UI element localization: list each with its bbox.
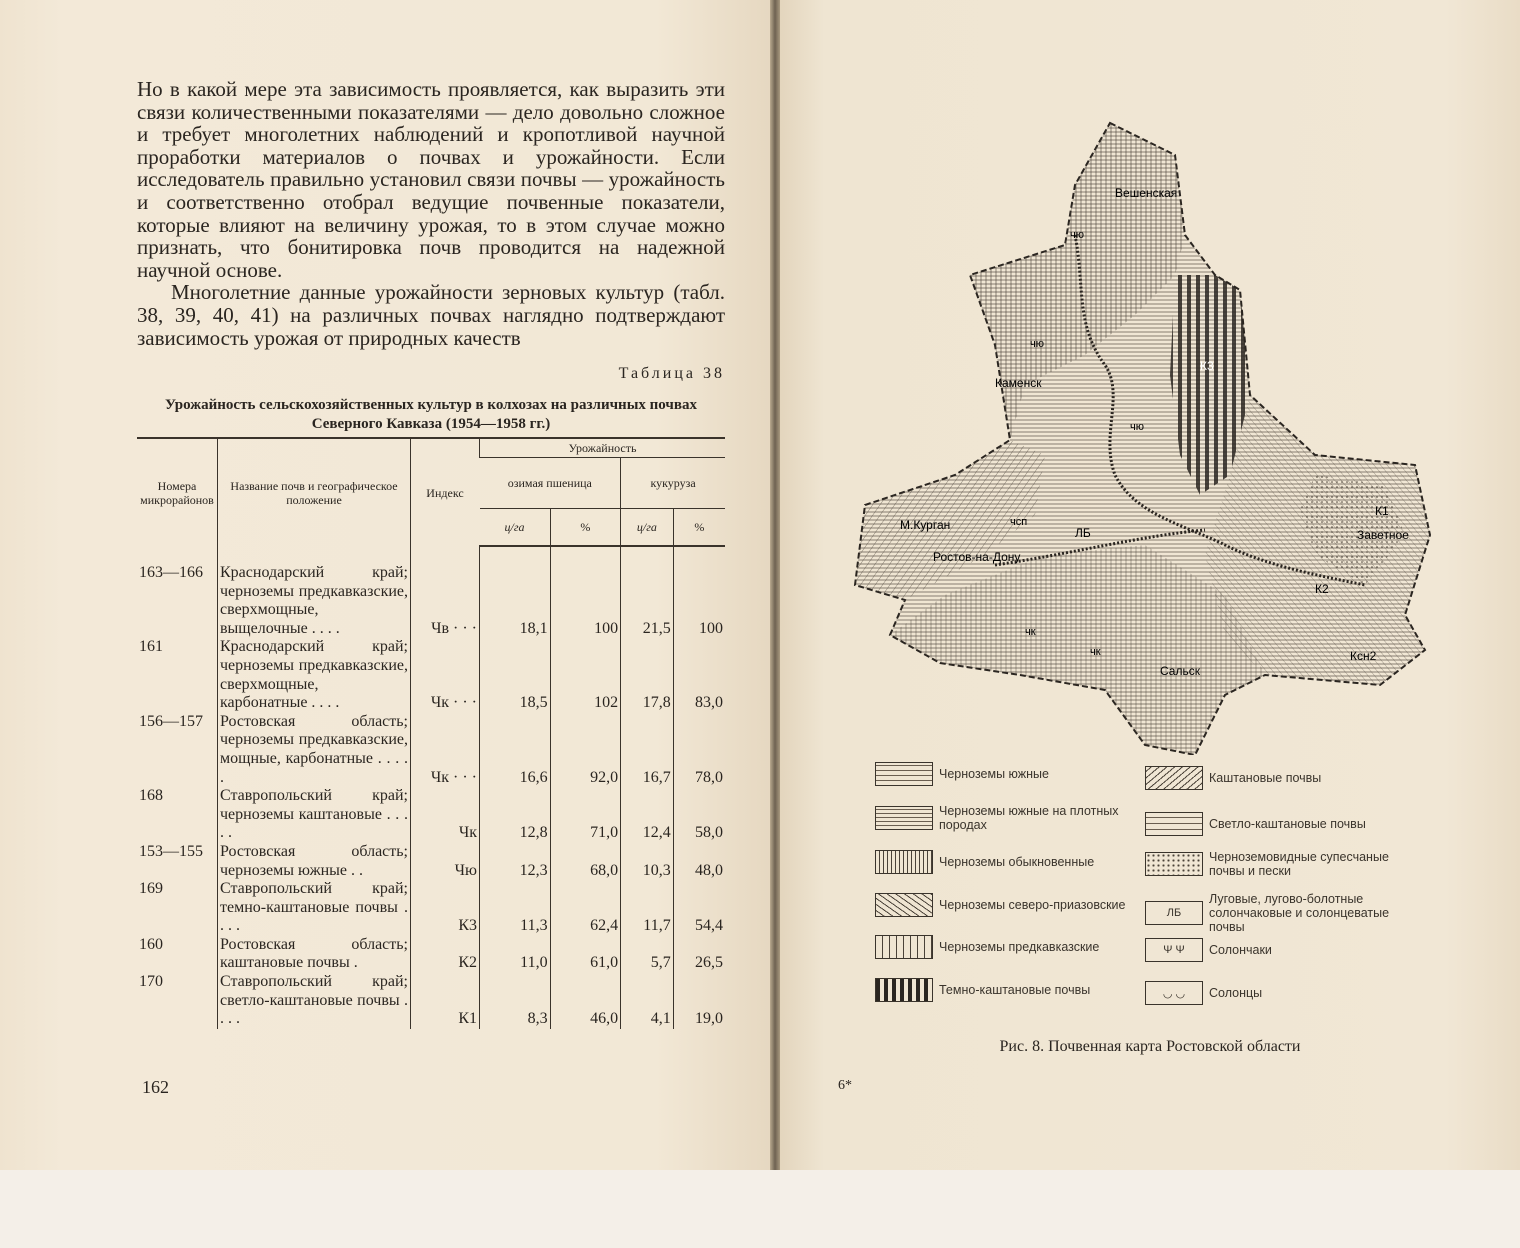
cell-corn-pct: 26,5 [673,936,725,973]
legend-swatch [875,893,933,917]
cell-soil-name: Краснодарский край; черноземы предкавказские, сверхмощные, выщелочные . . . . [218,546,411,638]
table-row [137,638,725,712]
header-index: Индекс [411,438,480,546]
cell-corn-pct: 48,0 [673,843,725,880]
cell-soil-name: Ставропольский край; светло-каштановые почвы . . . . [218,973,411,1029]
header-corn-cga: ц/га [621,509,674,547]
cell-index: Чк [411,787,480,843]
label-chsp: чсп [1010,516,1028,528]
page-number-left: 162 [142,1077,169,1097]
cell-wheat-pct: 102 [550,638,621,712]
legend-label: Черноземы предкавказские [939,940,1100,954]
header-districts: Номера микрорайонов [137,438,218,546]
legend-item [875,935,1099,959]
cell-soil-name: Ставропольский край; черноземы каштановые . . . . . [218,787,411,843]
cell-corn-cga: 17,8 [621,638,674,712]
table-row [137,713,725,787]
legend-swatch [1145,812,1203,836]
legend-swatch [875,806,933,830]
label-k1: К1 [1375,504,1389,518]
cell-wheat-pct: 92,0 [550,713,621,787]
label-k2: К2 [1315,582,1329,596]
label-chyu-1: чю [1070,229,1084,241]
legend-label: Светло-каштановые почвы [1209,817,1366,831]
cell-district: 169 [139,880,163,898]
legend-swatch [875,762,933,786]
legend-item [875,893,1125,917]
cell-wheat-cga: 11,0 [480,936,551,973]
cell-index: Чк · · · [411,713,480,787]
legend-item [875,804,1125,832]
header-wheat-cga: ц/га [480,509,551,547]
header-wheat-pct: % [550,509,621,547]
label-chk-1: чк [1025,626,1036,638]
cell-district: 156—157 [139,712,203,730]
cell-soil-name: Ставропольский край; темно-каштановые почвы . . . . [218,880,411,936]
book-spine [770,0,780,1248]
legend-label: Черноземы обыкновенные [939,855,1095,869]
table-row [137,936,725,973]
legend-swatch [875,935,933,959]
paragraph-1: Но в какой мере эта зависимость проявляется, как выразить эти связи количественными показателями — дело довольно сложное и требует многолетних наблюдений и кропотливой научной проработки материалов о почвах и урожайности. Если исследователь правильно установил связи почвы — урожайность и соответственно отобрал ведущие почвенные показатели, которые влияют на величину урожая, то в этом случае можно признать, что бонитировка почв проводится на надежной научной основе. [137,77,725,282]
cell-corn-cga: 11,7 [621,880,674,936]
table-row [137,787,725,843]
cell-wheat-cga: 11,3 [480,880,551,936]
label-veshenskaya: Вешенская [1115,186,1178,200]
cell-index: К1 [411,973,480,1029]
cell-district: 153—155 [139,842,203,860]
cell-index: Чв · · · [411,546,480,638]
legend-label: Черноземы южные на плотных породах [939,804,1119,832]
cell-wheat-cga: 18,5 [480,638,551,712]
legend-label: Темно-каштановые почвы [939,983,1091,997]
cell-corn-cga: 16,7 [621,713,674,787]
cell-corn-cga: 4,1 [621,973,674,1029]
cell-soil-name: Ростовская область; черноземы предкавказские, мощные, карбонатные . . . . . [218,713,411,787]
cell-wheat-pct: 46,0 [550,973,621,1029]
body-text [137,78,725,349]
legend-label: Солончаки [1209,943,1272,957]
cell-district: 161 [139,638,163,656]
header-soil-name: Название почв и географическое положение [218,438,411,546]
cell-district: 163—166 [139,564,203,581]
legend-item [1145,766,1321,790]
cell-corn-pct: 54,4 [673,880,725,936]
cell-wheat-pct: 71,0 [550,787,621,843]
legend-item [1145,892,1425,934]
table-row [137,880,725,936]
header-corn: кукуруза [621,458,725,509]
legend-item [1145,938,1272,962]
legend-label: Черноземы южные [939,767,1049,781]
label-k3: К3 [1200,359,1214,373]
label-k2sn: Ксн2 [1350,649,1377,663]
table-row [137,843,725,880]
label-salsk: Сальск [1160,664,1200,678]
legend-item [1145,850,1415,878]
cell-index: К2 [411,936,480,973]
legend-swatch [875,850,933,874]
cell-soil-name: Ростовская область; черноземы южные . . [218,843,411,880]
legend-item [875,978,1090,1002]
legend-swatch [1145,766,1203,790]
figure-caption: Рис. 8. Почвенная карта Ростовской области [999,1038,1301,1055]
legend-swatch: ◡ ◡ [1145,981,1203,1005]
legend-label: Луговые, лугово-болотные солончаковые и солонцеватые почвы [1209,892,1390,934]
cell-index: Чк · · · [411,638,480,712]
label-lb: ЛБ [1075,526,1091,540]
legend-swatch: ЛБ [1145,901,1203,925]
table-title: Урожайность сельскохозяйственных культур в колхозах на различных почвах Северного Кавказа (1954—1958 гг.) [165,397,697,432]
cell-corn-cga: 12,4 [621,787,674,843]
legend-label: Черноземы северо-приазовские [939,898,1126,912]
cell-district: 170 [139,973,163,991]
legend-item [1145,812,1366,836]
cell-corn-cga: 10,3 [621,843,674,880]
cell-wheat-cga: 12,8 [480,787,551,843]
cell-corn-pct: 58,0 [673,787,725,843]
table-row [137,973,725,1029]
cell-wheat-cga: 16,6 [480,713,551,787]
legend-item [1145,981,1262,1005]
cell-wheat-cga: 18,1 [480,546,551,638]
cell-wheat-pct: 62,4 [550,880,621,936]
cell-district: 168 [139,787,163,805]
cell-corn-pct: 83,0 [673,638,725,712]
cell-wheat-cga: 8,3 [480,973,551,1029]
label-chk-2: чк [1090,646,1101,658]
label-chyu-3: чю [1130,421,1144,433]
cell-corn-pct: 19,0 [673,973,725,1029]
cell-district: 160 [139,935,163,953]
legend-item [875,850,1094,874]
label-rostov: Ростов-на-Дону [933,550,1021,564]
legend-label: Каштановые почвы [1209,771,1322,785]
legend-label: Солонцы [1209,986,1263,1000]
legend-swatch [875,978,933,1002]
header-yield: Урожайность [480,438,726,458]
table-number: Таблица 38 [618,365,725,382]
cell-corn-pct: 78,0 [673,713,725,787]
cell-soil-name: Краснодарский край; черноземы предкавказские, сверхмощные, карбонатные . . . . [218,638,411,712]
label-chyu-2: чю [1030,338,1044,350]
cell-wheat-cga: 12,3 [480,843,551,880]
legend-item [875,762,1049,786]
scan-background [0,1170,1520,1248]
soil-map-svg [845,115,1445,755]
label-m-kurgan: М.Курган [900,518,951,532]
cell-corn-cga: 21,5 [621,546,674,638]
header-corn-pct: % [673,509,725,547]
cell-wheat-pct: 61,0 [550,936,621,973]
label-kamensk: Каменск [995,376,1042,390]
cell-corn-cga: 5,7 [621,936,674,973]
page-number-right: 6* [838,1078,852,1093]
cell-index: Чю [411,843,480,880]
cell-corn-pct: 100 [673,546,725,638]
label-zavetnoe: Заветное [1357,528,1409,542]
paragraph-2: Многолетние данные урожайности зерновых культур (табл. 38, 39, 40, 41) на различных почвах наглядно подтверждают зависимость урожая от природных качеств [137,280,725,350]
soil-map [845,115,1445,755]
cell-soil-name: Ростовская область; каштановые почвы . [218,936,411,973]
header-wheat: озимая пшеница [507,476,592,490]
legend-label: Черноземовидные супесчаные почвы и пески [1209,850,1389,878]
yield-table [137,437,725,1029]
legend-swatch: Ψ Ψ [1145,938,1203,962]
cell-index: К3 [411,880,480,936]
cell-wheat-pct: 68,0 [550,843,621,880]
table-row [137,546,725,638]
legend-swatch [1145,852,1203,876]
cell-wheat-pct: 100 [550,546,621,638]
